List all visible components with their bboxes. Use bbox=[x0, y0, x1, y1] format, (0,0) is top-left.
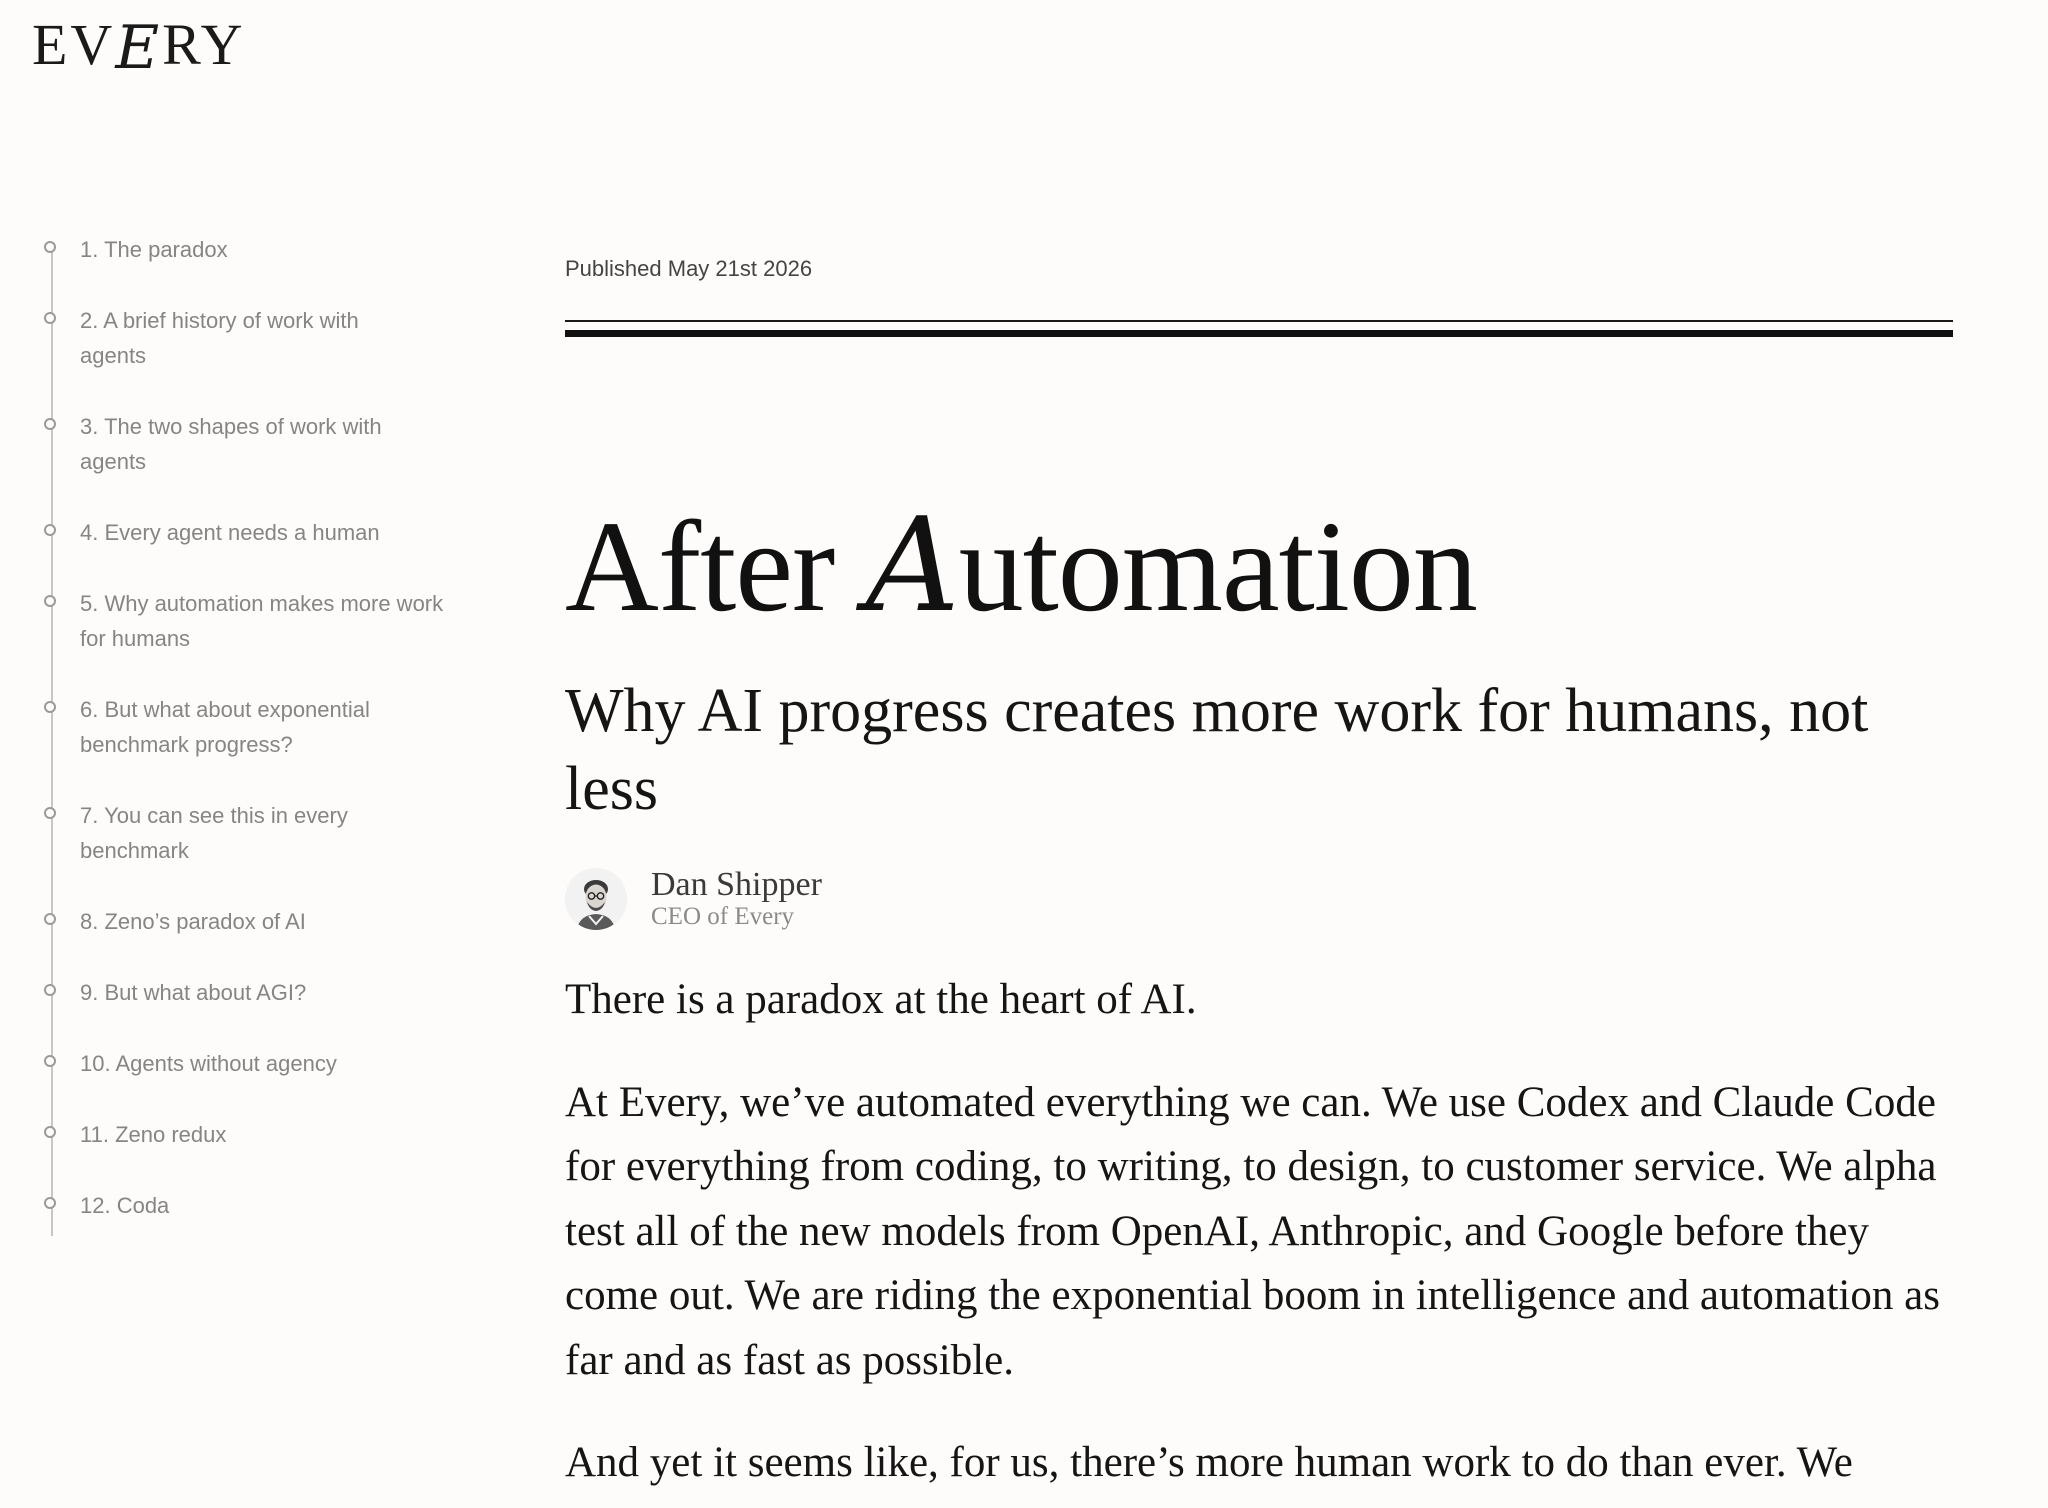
toc-item-label: 4. Every agent needs a human bbox=[80, 520, 380, 545]
title-part-before: After bbox=[565, 495, 866, 639]
toc-item-label: 11. Zeno redux bbox=[80, 1122, 227, 1147]
logo-text-left: EV bbox=[32, 12, 116, 77]
toc-item-label: 5. Why automation makes more work for humans bbox=[80, 591, 444, 651]
toc-dot-icon bbox=[44, 807, 56, 819]
toc-dot-icon bbox=[44, 913, 56, 925]
toc-item-label: 7. You can see this in every benchmark bbox=[80, 803, 348, 863]
author-role: CEO of Every bbox=[651, 903, 795, 930]
article-subtitle: Why AI progress creates more work for humans, not less bbox=[565, 677, 1869, 823]
toc-item-why-automation[interactable] bbox=[38, 586, 460, 656]
toc-item-two-shapes[interactable] bbox=[38, 409, 420, 479]
toc-item-coda[interactable] bbox=[38, 1188, 438, 1223]
toc-item-label: 6. But what about exponential benchmark progress? bbox=[80, 697, 370, 757]
toc-dot-icon bbox=[44, 312, 56, 324]
toc-item-the-paradox[interactable] bbox=[38, 232, 438, 267]
title-part-after: utomation bbox=[958, 495, 1477, 639]
body-paragraph: At Every, we’ve automated everything we can. We use Codex and Claude Code for everything from coding, to writing, to design, to customer service. We alpha test all of the new models from OpenAI, Anthropic, and Google before they come out. We are riding the exponential boom in intelligence and automation as far and as fast as possible. bbox=[565, 1078, 1940, 1384]
toc-item-label: 10. Agents without agency bbox=[80, 1051, 337, 1076]
toc-item-label: 8. Zeno’s paradox of AI bbox=[80, 909, 306, 934]
toc-item-label: 9. But what about AGI? bbox=[80, 980, 307, 1005]
toc-item-label: 1. The paradox bbox=[80, 237, 228, 262]
logo-text-right: RY bbox=[162, 12, 246, 77]
author-portrait-icon bbox=[565, 868, 627, 930]
title-script-letter: A bbox=[865, 489, 959, 641]
toc-item-label: 12. Coda bbox=[80, 1193, 170, 1218]
toc-dot-icon bbox=[44, 595, 56, 607]
every-logo[interactable] bbox=[32, 12, 246, 83]
toc-item-every-benchmark[interactable] bbox=[38, 798, 410, 868]
avatar[interactable] bbox=[565, 868, 627, 930]
article-body bbox=[565, 968, 1957, 1508]
toc-dot-icon bbox=[44, 1126, 56, 1138]
toc-item-brief-history[interactable] bbox=[38, 303, 420, 373]
toc-item-label: 3. The two shapes of work with agents bbox=[80, 414, 382, 474]
toc-item-label: 2. A brief history of work with agents bbox=[80, 308, 359, 368]
header-rule-thin bbox=[565, 320, 1953, 322]
toc-dot-icon bbox=[44, 524, 56, 536]
table-of-contents bbox=[38, 232, 444, 1259]
toc-item-zenos-paradox[interactable] bbox=[38, 904, 438, 939]
toc-dot-icon bbox=[44, 1055, 56, 1067]
author-byline bbox=[565, 864, 822, 934]
body-paragraph: There is a paradox at the heart of AI. bbox=[565, 976, 1197, 1023]
header-rule-thick bbox=[565, 330, 1953, 337]
toc-dot-icon bbox=[44, 701, 56, 713]
toc-item-agents-without-agency[interactable] bbox=[38, 1046, 438, 1081]
author-name[interactable]: Dan Shipper bbox=[651, 866, 822, 903]
toc-item-exponential-benchmark[interactable] bbox=[38, 692, 440, 762]
logo-text-e: E bbox=[115, 13, 163, 83]
toc-dot-icon bbox=[44, 418, 56, 430]
toc-item-zeno-redux[interactable] bbox=[38, 1117, 438, 1152]
toc-dot-icon bbox=[44, 984, 56, 996]
author-text bbox=[651, 867, 822, 931]
toc-dot-icon bbox=[44, 241, 56, 253]
toc-dot-icon bbox=[44, 1197, 56, 1209]
toc-item-every-agent-needs-human[interactable] bbox=[38, 515, 440, 550]
toc-item-what-about-agi[interactable] bbox=[38, 975, 438, 1010]
body-paragraph: And yet it seems like, for us, there’s more human work to do than ever. We bbox=[565, 1439, 1853, 1486]
article-title bbox=[565, 489, 1477, 641]
published-date: Published May 21st 2026 bbox=[565, 256, 813, 281]
